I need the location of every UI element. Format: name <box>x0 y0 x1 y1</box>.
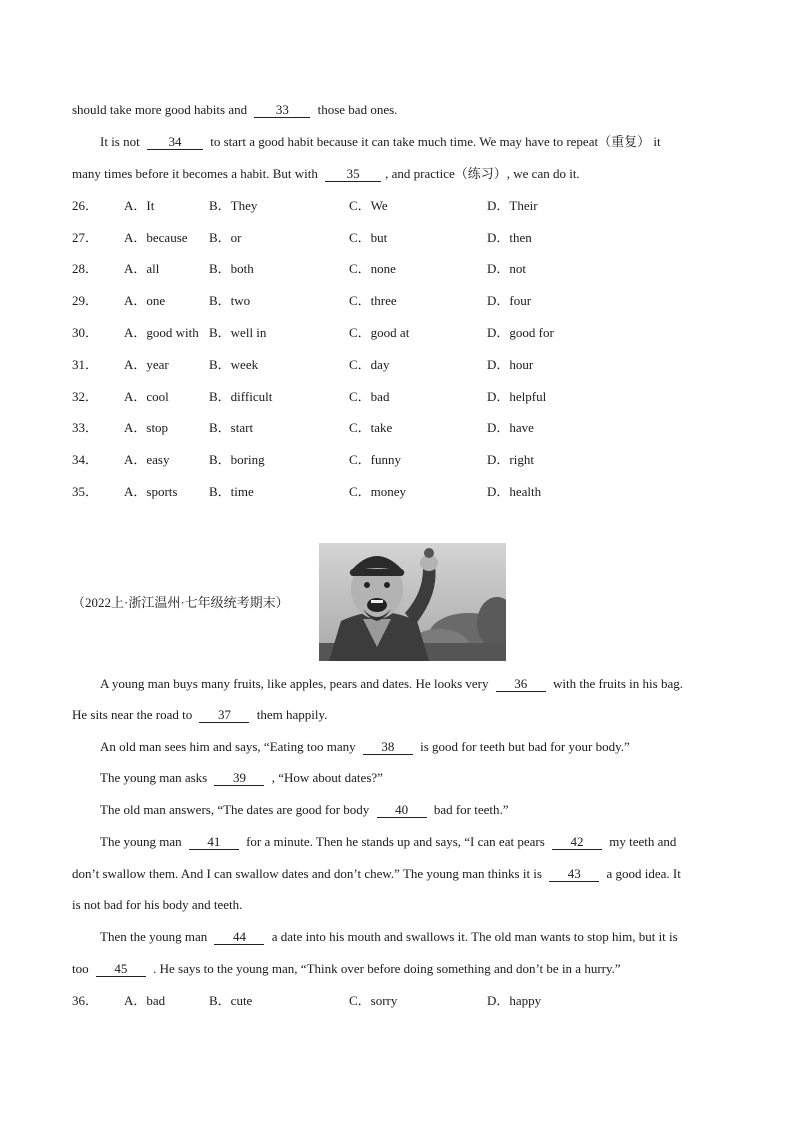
question-row <box>72 229 672 247</box>
text: those bad ones. <box>317 102 398 117</box>
option-b[interactable]: B．start <box>209 420 254 435</box>
question-number: 36． <box>72 993 99 1008</box>
blank-45: 45 <box>96 961 146 977</box>
text: Then the young man <box>100 929 208 944</box>
option-d[interactable]: D．happy <box>487 993 542 1008</box>
question-row <box>72 992 672 1010</box>
question-row <box>72 260 672 278</box>
option-c[interactable]: C．none <box>349 261 396 276</box>
question-number: 33． <box>72 420 99 435</box>
passage1-line2 <box>100 133 724 151</box>
option-a[interactable]: A．stop <box>124 420 169 435</box>
option-d[interactable]: D．then <box>487 230 532 245</box>
text: a good idea. It <box>606 866 681 881</box>
option-a[interactable]: A．easy <box>124 452 170 467</box>
question-row <box>72 356 672 374</box>
option-c[interactable]: C．bad <box>349 389 390 404</box>
option-a[interactable]: A．one <box>124 293 166 308</box>
question-number: 31． <box>72 357 99 372</box>
cartoon-man-eating-icon <box>319 543 506 661</box>
text: my teeth and <box>609 834 677 849</box>
option-b[interactable]: B．They <box>209 198 258 213</box>
text: with the fruits in his bag. <box>552 676 683 691</box>
text: A young man buys many fruits, like apples, pears and dates. He looks very <box>100 676 489 691</box>
blank-44: 44 <box>214 929 264 945</box>
text: bad for teeth.” <box>433 802 509 817</box>
text: for a minute. Then he stands up and says, “I can eat pears <box>246 834 545 849</box>
option-d[interactable]: D．have <box>487 420 534 435</box>
blank-33: 33 <box>254 102 310 118</box>
option-d[interactable]: D．Their <box>487 198 538 213</box>
passage2-line <box>100 738 724 756</box>
text: The young man <box>100 834 182 849</box>
text: too <box>72 961 89 976</box>
option-a[interactable]: A．year <box>124 357 169 372</box>
option-a[interactable]: A．because <box>124 230 188 245</box>
blank-40: 40 <box>377 802 427 818</box>
text: . He says to the young man, “Think over before doing something and don’t be in a hurry.” <box>153 961 621 976</box>
source-note: （2022上·浙江温州·七年级统考期末） <box>72 595 289 610</box>
blank-35: 35 <box>325 166 381 182</box>
blank-36: 36 <box>496 676 546 692</box>
question-number: 30． <box>72 325 99 340</box>
option-c[interactable]: C．but <box>349 230 388 245</box>
text: The old man answers, “The dates are good for body <box>100 802 370 817</box>
option-c[interactable]: C．funny <box>349 452 402 467</box>
text: , and practice（练习）, we can do it. <box>385 166 580 181</box>
question-row <box>72 419 672 437</box>
option-c[interactable]: C．good at <box>349 325 410 340</box>
option-a[interactable]: A．bad <box>124 993 166 1008</box>
question-number: 29． <box>72 293 99 308</box>
option-b[interactable]: B．time <box>209 484 254 499</box>
option-a[interactable]: A．cool <box>124 389 169 404</box>
text: The young man asks <box>100 770 208 785</box>
option-a[interactable]: A．It <box>124 198 155 213</box>
option-c[interactable]: C．We <box>349 198 388 213</box>
blank-43: 43 <box>549 866 599 882</box>
option-d[interactable]: D．right <box>487 452 534 467</box>
text: a date into his mouth and swallows it. The old man wants to stop him, but it is <box>271 929 678 944</box>
option-b[interactable]: B．or <box>209 230 242 245</box>
option-b[interactable]: B．cute <box>209 993 253 1008</box>
text: is not bad for his body and teeth. <box>72 897 243 912</box>
question-number: 35． <box>72 484 99 499</box>
text: don’t swallow them. And I can swallow dates and don’t chew.” The young man thinks it is <box>72 866 542 881</box>
blank-41: 41 <box>189 834 239 850</box>
passage1-line1 <box>72 101 724 119</box>
passage2-line <box>100 801 724 819</box>
question-number: 34． <box>72 452 99 467</box>
text: An old man sees him and says, “Eating too many <box>100 739 356 754</box>
option-d[interactable]: D．hour <box>487 357 534 372</box>
option-d[interactable]: D．helpful <box>487 389 547 404</box>
option-b[interactable]: B．boring <box>209 452 265 467</box>
text: He sits near the road to <box>72 707 193 722</box>
text: It is not <box>100 134 140 149</box>
option-b[interactable]: B．week <box>209 357 259 372</box>
blank-42: 42 <box>552 834 602 850</box>
option-b[interactable]: B．well in <box>209 325 267 340</box>
option-d[interactable]: D．health <box>487 484 542 499</box>
question-row <box>72 388 672 406</box>
text: to start a good habit because it can take much time. We may have to repeat（重复） it <box>210 134 661 149</box>
option-a[interactable]: A．sports <box>124 484 178 499</box>
passage1-line3 <box>72 165 724 183</box>
text: is good for teeth but bad for your body.” <box>420 739 630 754</box>
passage2-line <box>72 865 724 883</box>
option-b[interactable]: B．both <box>209 261 254 276</box>
question-row <box>72 483 672 501</box>
blank-39: 39 <box>214 770 264 786</box>
question-number: 26． <box>72 198 99 213</box>
passage2-line <box>72 706 724 724</box>
text: them happily. <box>256 707 328 722</box>
question-number: 28． <box>72 261 99 276</box>
passage2-line <box>100 675 724 693</box>
passage2-line <box>72 960 724 978</box>
option-c[interactable]: C．day <box>349 357 390 372</box>
question-row <box>72 292 672 310</box>
question-number: 32． <box>72 389 99 404</box>
option-d[interactable]: D．four <box>487 293 532 308</box>
blank-37: 37 <box>199 707 249 723</box>
question-row <box>72 324 672 342</box>
text: should take more good habits and <box>72 102 248 117</box>
option-c[interactable]: C．money <box>349 484 407 499</box>
option-c[interactable]: C．take <box>349 420 393 435</box>
option-c[interactable]: C．three <box>349 293 397 308</box>
passage2-line <box>72 896 724 914</box>
text: many times before it becomes a habit. But with <box>72 166 318 181</box>
option-c[interactable]: C．sorry <box>349 993 398 1008</box>
option-d[interactable]: D．not <box>487 261 527 276</box>
option-a[interactable]: A．good with <box>124 325 199 340</box>
option-d[interactable]: D．good for <box>487 325 554 340</box>
blank-34: 34 <box>147 134 203 150</box>
question-number: 27． <box>72 230 99 245</box>
question-row <box>72 451 672 469</box>
blank-38: 38 <box>363 739 413 755</box>
option-a[interactable]: A．all <box>124 261 160 276</box>
option-b[interactable]: B．two <box>209 293 251 308</box>
passage2-line <box>100 928 724 946</box>
passage2-line <box>100 769 724 787</box>
text: , “How about dates?” <box>271 770 383 785</box>
question-row <box>72 197 672 215</box>
passage2-line <box>100 833 724 851</box>
option-b[interactable]: B．difficult <box>209 389 273 404</box>
